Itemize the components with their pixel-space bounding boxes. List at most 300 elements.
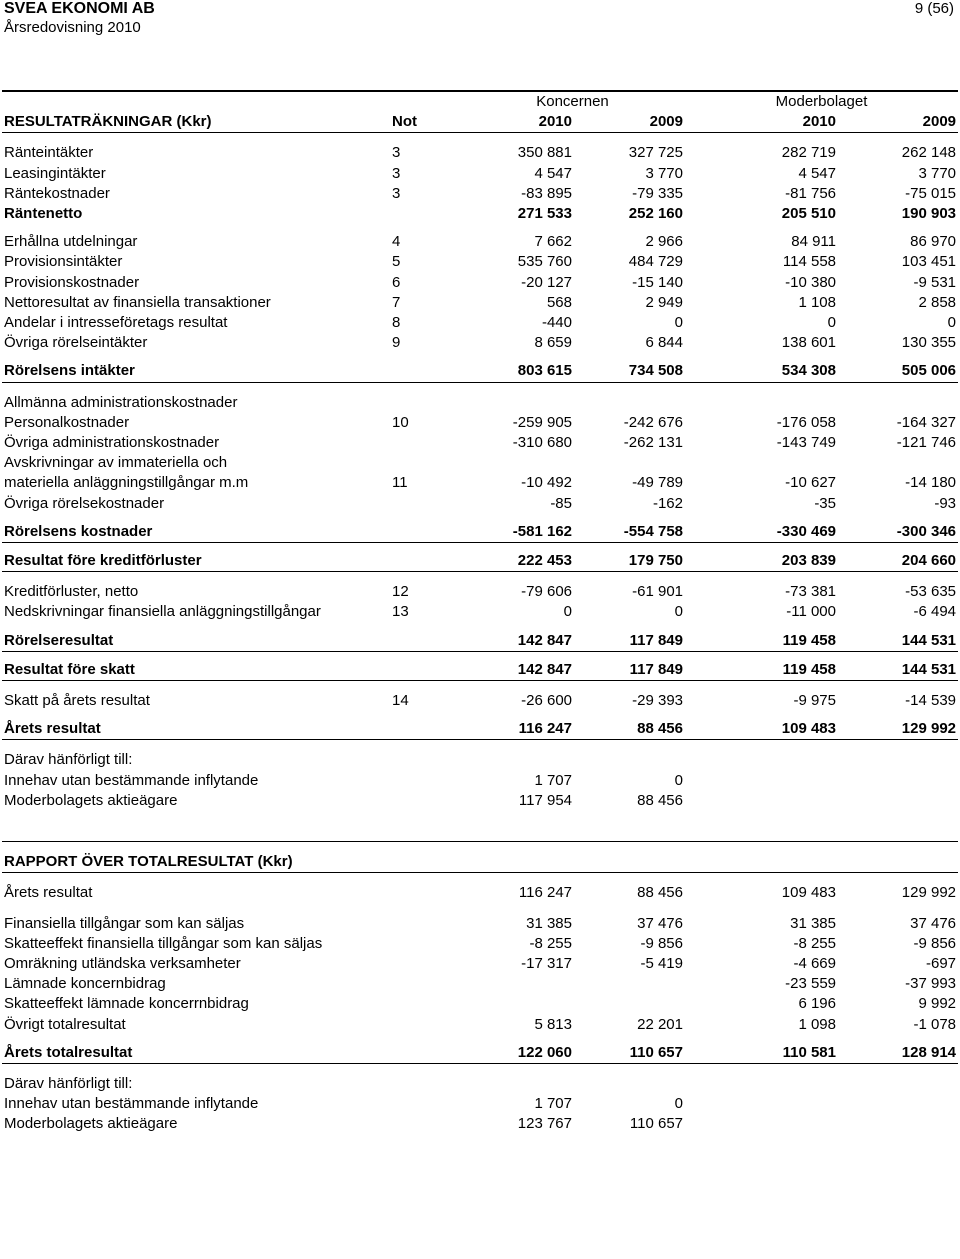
financial-statements-table	[2, 90, 958, 1135]
spacer-row	[2, 811, 958, 831]
cell-koncernen-2010	[460, 1074, 574, 1094]
cell-moderbolaget-2010: 534 308	[685, 361, 838, 382]
cell-moderbolaget-2010: -10 627	[785, 474, 836, 492]
cell-moderbolaget-2009: 130 355	[901, 334, 957, 352]
row-label: Nettoresultat av finansiella transaktioner	[4, 293, 271, 311]
spacer-row	[2, 224, 958, 232]
table-row	[2, 361, 958, 382]
table-row	[2, 1094, 958, 1114]
cell-koncernen-2010: -440	[541, 314, 572, 332]
row-label: Avskrivningar av immateriella och	[4, 454, 228, 472]
row-note: 3	[392, 184, 401, 202]
cell-koncernen-2010: 116 247	[518, 884, 572, 902]
row-note: 10	[392, 413, 409, 431]
cell-koncernen-2010: 271 533	[517, 205, 572, 223]
row-note	[390, 1094, 460, 1114]
row-note	[390, 631, 460, 652]
cell-koncernen-2010: -26 600	[521, 692, 572, 710]
row-note	[390, 974, 460, 994]
table-row	[2, 791, 958, 811]
row-note: 9	[392, 334, 401, 352]
cell-moderbolaget-2010: 31 385	[790, 914, 836, 932]
row-label: Allmänna administrationskostnader	[4, 393, 238, 411]
cell-koncernen-2009: -5 419	[640, 954, 683, 972]
cell-koncernen-2009	[574, 453, 685, 473]
cell-koncernen-2010: -83 895	[521, 184, 572, 202]
spacer-row	[2, 133, 958, 144]
cell-koncernen-2010: -310 680	[512, 434, 572, 452]
row-label: Därav hänförligt till:	[4, 1074, 133, 1092]
row-note	[390, 1074, 460, 1094]
cell-koncernen-2010: 535 760	[517, 253, 572, 271]
cell-koncernen-2010	[460, 750, 574, 770]
cell-koncernen-2010: -79 606	[521, 583, 572, 601]
cell-moderbolaget-2010: 282 719	[781, 144, 836, 162]
row-label: Övriga rörelseintäkter	[4, 334, 148, 352]
cell-koncernen-2010	[460, 393, 574, 413]
row-note: 4	[392, 233, 401, 251]
section-header-row	[2, 852, 958, 873]
row-label: Räntenetto	[4, 205, 83, 223]
spacer-row	[2, 711, 958, 719]
row-label: Årets resultat	[2, 719, 390, 740]
row-label: Övriga administrationskostnader	[4, 434, 220, 452]
row-note: 11	[392, 474, 408, 492]
row-note	[390, 361, 460, 382]
report-subtitle: Årsredovisning 2010	[4, 19, 141, 36]
cell-moderbolaget-2010: -9 975	[793, 692, 836, 710]
table-row	[2, 1074, 958, 1094]
cell-koncernen-2010: -10 492	[521, 474, 572, 492]
cell-koncernen-2010: 0	[563, 603, 572, 621]
row-note	[390, 393, 460, 413]
cell-moderbolaget-2009	[838, 791, 958, 811]
empty-cell	[390, 91, 460, 112]
cell-koncernen-2009: 0	[674, 1095, 683, 1113]
spacer-row	[2, 842, 958, 853]
table-row	[2, 771, 958, 791]
cell-moderbolaget-2009: -121 746	[896, 434, 957, 452]
cell-moderbolaget-2009	[838, 750, 958, 770]
row-note: 3	[392, 164, 401, 182]
row-label: Övrigt totalresultat	[4, 1015, 126, 1033]
cell-koncernen-2009: -554 758	[574, 522, 685, 543]
spacer-row	[2, 681, 958, 692]
cell-moderbolaget-2010: -81 756	[785, 184, 836, 202]
table-row	[2, 883, 958, 903]
cell-koncernen-2010: 117 954	[518, 791, 572, 809]
row-label: Erhållna utdelningar	[4, 233, 138, 251]
row-label: Finansiella tillgångar som kan säljas	[4, 914, 245, 932]
cell-koncernen-2010: 5 813	[534, 1015, 572, 1033]
row-label: Nedskrivningar finansiella anläggningstillgångar	[4, 603, 321, 621]
cell-moderbolaget-2009	[838, 771, 958, 791]
cell-moderbolaget-2010	[685, 771, 838, 791]
table-row	[2, 433, 958, 453]
cell-koncernen-2009: 734 508	[574, 361, 685, 382]
cell-koncernen-2010: 8 659	[534, 334, 572, 352]
cell-koncernen-2009: 3 770	[645, 164, 683, 182]
spacer-row	[2, 873, 958, 884]
cell-koncernen-2009	[574, 393, 685, 413]
cell-koncernen-2009: 484 729	[628, 253, 683, 271]
table-row	[2, 453, 958, 473]
cell-koncernen-2010: 142 847	[460, 631, 574, 652]
cell-moderbolaget-2010: 4 547	[798, 164, 836, 182]
cell-koncernen-2009	[574, 750, 685, 770]
row-label: Moderbolagets aktieägare	[4, 1115, 178, 1133]
row-label: Andelar i intresseföretags resultat	[4, 314, 228, 332]
row-note	[390, 660, 460, 681]
cell-koncernen-2009: -9 856	[640, 934, 683, 952]
cell-koncernen-2009: -15 140	[632, 273, 683, 291]
spacer-row	[2, 651, 958, 660]
page-number: 9 (56)	[914, 0, 954, 17]
table-row	[2, 252, 958, 272]
row-label: Skatteeffekt lämnade koncerrnbidrag	[4, 995, 249, 1013]
cell-moderbolaget-2009: 2 858	[918, 293, 957, 311]
cell-moderbolaget-2010: 119 458	[685, 631, 838, 652]
cell-koncernen-2009: 0	[674, 314, 683, 332]
row-note: 13	[392, 603, 409, 621]
table-row	[2, 631, 958, 652]
row-note: 12	[392, 583, 409, 601]
cell-moderbolaget-2009: -75 015	[905, 184, 957, 202]
cell-koncernen-2009: 110 657	[629, 1115, 683, 1133]
cell-koncernen-2009: 110 657	[574, 1043, 685, 1064]
cell-moderbolaget-2009: -697	[925, 954, 957, 972]
cell-koncernen-2010: 7 662	[534, 233, 572, 251]
cell-moderbolaget-2010: 109 483	[781, 884, 836, 902]
row-label: Kreditförluster, netto	[4, 583, 139, 601]
cell-moderbolaget-2010	[685, 750, 838, 770]
table-row	[2, 691, 958, 711]
cell-moderbolaget-2009: -37 993	[905, 975, 957, 993]
cell-koncernen-2009: 2 949	[645, 293, 683, 311]
cell-moderbolaget-2010: -35	[814, 494, 836, 512]
cell-koncernen-2009: 0	[674, 603, 683, 621]
row-note	[390, 1114, 460, 1134]
cell-moderbolaget-2010: 138 601	[781, 334, 836, 352]
cell-moderbolaget-2009: 128 914	[838, 1043, 958, 1064]
table-row	[2, 522, 958, 543]
cell-moderbolaget-2010	[685, 393, 838, 413]
column-header-koncernen-2009: 2009	[574, 112, 685, 133]
cell-koncernen-2010	[460, 974, 574, 994]
cell-moderbolaget-2010: 205 510	[781, 205, 836, 223]
cell-koncernen-2009: -49 789	[632, 474, 683, 492]
table-row	[2, 313, 958, 333]
cell-moderbolaget-2009: -93	[934, 494, 957, 512]
table-row	[2, 660, 958, 681]
spacer-row	[2, 904, 958, 914]
table-row	[2, 582, 958, 602]
spacer-row	[2, 353, 958, 361]
table-row	[2, 143, 958, 163]
cell-moderbolaget-2009: 103 451	[901, 253, 957, 271]
cell-moderbolaget-2010: 119 458	[685, 660, 838, 681]
row-note	[390, 914, 460, 934]
cell-koncernen-2010: 116 247	[460, 719, 574, 740]
cell-koncernen-2009: 252 160	[628, 205, 683, 223]
cell-moderbolaget-2009: -9 531	[913, 273, 957, 291]
cell-moderbolaget-2010	[685, 791, 838, 811]
column-header-row	[2, 112, 958, 133]
cell-moderbolaget-2009: 262 148	[901, 144, 957, 162]
cell-moderbolaget-2010: -4 669	[793, 954, 836, 972]
cell-moderbolaget-2009: -9 856	[913, 934, 957, 952]
cell-moderbolaget-2010: 6 196	[798, 995, 836, 1013]
cell-moderbolaget-2009	[838, 453, 958, 473]
row-note	[390, 883, 460, 903]
company-name: SVEA EKONOMI AB	[4, 0, 155, 17]
row-note	[390, 494, 460, 514]
row-note	[390, 954, 460, 974]
total-result-title: RAPPORT ÖVER TOTALRESULTAT (Kkr)	[2, 852, 958, 873]
table-row	[2, 494, 958, 514]
cell-moderbolaget-2010: -11 000	[786, 603, 836, 621]
table-row	[2, 602, 958, 622]
table-row	[2, 232, 958, 252]
row-label: Räntekostnader	[4, 184, 110, 202]
table-row	[2, 954, 958, 974]
row-label: Ränteintäkter	[4, 144, 94, 162]
row-label: Därav hänförligt till:	[4, 751, 133, 769]
cell-koncernen-2009: -61 901	[632, 583, 683, 601]
cell-koncernen-2010: 123 767	[517, 1115, 572, 1133]
cell-koncernen-2010: -17 317	[521, 954, 572, 972]
row-label: Skatteeffekt finansiella tillgångar som kan säljas	[4, 934, 323, 952]
row-note	[390, 791, 460, 811]
cell-moderbolaget-2009: 144 531	[838, 660, 958, 681]
cell-koncernen-2009: 117 849	[574, 631, 685, 652]
row-note	[390, 719, 460, 740]
cell-moderbolaget-2010	[685, 453, 838, 473]
row-label: Innehav utan bestämmande inflytande	[4, 1095, 259, 1113]
column-header-moderbolaget-2010: 2010	[685, 112, 838, 133]
cell-moderbolaget-2009: -14 180	[905, 474, 957, 492]
row-label: materiella anläggningstillgångar m.m	[4, 474, 249, 492]
statement-title: RESULTATRÄKNINGAR (Kkr)	[2, 112, 390, 133]
row-note	[390, 771, 460, 791]
cell-moderbolaget-2010: -330 469	[685, 522, 838, 543]
cell-moderbolaget-2009	[838, 1114, 958, 1134]
cell-koncernen-2009: -79 335	[632, 184, 683, 202]
cell-koncernen-2010: -20 127	[521, 273, 572, 291]
cell-koncernen-2010: -581 162	[460, 522, 574, 543]
cell-koncernen-2010: 1 707	[534, 771, 572, 789]
cell-koncernen-2010: -8 255	[529, 934, 572, 952]
row-note	[390, 433, 460, 453]
cell-koncernen-2010: -85	[550, 494, 572, 512]
row-label: Omräkning utländska verksamheter	[4, 954, 241, 972]
spacer-row	[2, 382, 958, 393]
cell-moderbolaget-2010: -10 380	[785, 273, 836, 291]
row-note	[390, 522, 460, 543]
cell-moderbolaget-2009: -14 539	[905, 692, 957, 710]
cell-koncernen-2009: 0	[674, 771, 683, 789]
column-group-header	[2, 91, 958, 112]
row-label: Övriga rörelsekostnader	[4, 494, 165, 512]
cell-moderbolaget-2010: 203 839	[685, 551, 838, 572]
cell-moderbolaget-2010: 0	[827, 314, 836, 332]
row-note	[390, 1015, 460, 1035]
cell-koncernen-2009: 88 456	[637, 884, 683, 902]
cell-moderbolaget-2010	[685, 1074, 838, 1094]
cell-koncernen-2010: 350 881	[517, 144, 572, 162]
cell-moderbolaget-2009: 0	[947, 314, 957, 332]
table-row	[2, 1114, 958, 1134]
cell-moderbolaget-2010: -176 058	[776, 413, 836, 431]
cell-koncernen-2009	[574, 1074, 685, 1094]
table-row	[2, 293, 958, 313]
cell-moderbolaget-2009	[838, 1074, 958, 1094]
row-label: Innehav utan bestämmande inflytande	[4, 771, 259, 789]
row-note	[390, 934, 460, 954]
row-note: 3	[392, 144, 401, 162]
cell-koncernen-2009: -29 393	[632, 692, 683, 710]
column-header-not: Not	[390, 112, 460, 133]
table-row	[2, 393, 958, 413]
row-note: 6	[392, 273, 401, 291]
cell-moderbolaget-2009: -53 635	[905, 583, 957, 601]
cell-koncernen-2010: 222 453	[460, 551, 574, 572]
cell-moderbolaget-2010: 84 911	[791, 233, 836, 251]
spacer-row	[2, 623, 958, 631]
row-label: Personalkostnader	[4, 413, 130, 431]
spacer-row	[2, 543, 958, 552]
cell-koncernen-2009: -162	[652, 494, 683, 512]
cell-koncernen-2010	[460, 453, 574, 473]
cell-moderbolaget-2009: 37 476	[910, 914, 957, 932]
table-row	[2, 719, 958, 740]
cell-moderbolaget-2010: -73 381	[785, 583, 836, 601]
cell-koncernen-2010: 1 707	[534, 1095, 572, 1113]
cell-koncernen-2009: 2 966	[645, 233, 683, 251]
cell-moderbolaget-2009: 129 992	[838, 719, 958, 740]
row-label: Provisionskostnader	[4, 273, 140, 291]
row-note	[390, 750, 460, 770]
row-note: 5	[392, 253, 401, 271]
cell-moderbolaget-2010	[685, 1114, 838, 1134]
cell-koncernen-2010: 4 547	[534, 164, 572, 182]
row-note: 8	[392, 314, 401, 332]
row-label: Moderbolagets aktieägare	[4, 791, 178, 809]
table-row	[2, 914, 958, 934]
cell-koncernen-2009	[574, 994, 685, 1014]
cell-moderbolaget-2009: 505 006	[838, 361, 958, 382]
table-row	[2, 204, 958, 224]
cell-moderbolaget-2009	[838, 393, 958, 413]
table-row	[2, 551, 958, 572]
row-note	[390, 453, 460, 473]
cell-koncernen-2009: 88 456	[574, 719, 685, 740]
table-row	[2, 1043, 958, 1064]
cell-koncernen-2009: -242 676	[623, 413, 683, 431]
cell-koncernen-2010: 31 385	[526, 914, 572, 932]
table-row	[2, 994, 958, 1014]
table-row	[2, 750, 958, 770]
cell-moderbolaget-2009	[838, 1094, 958, 1114]
spacer-row	[2, 740, 958, 751]
cell-koncernen-2010	[460, 994, 574, 1014]
table-row	[2, 333, 958, 353]
cell-moderbolaget-2009: -1 078	[913, 1015, 957, 1033]
row-label: Resultat före skatt	[2, 660, 390, 681]
row-note: 14	[392, 692, 409, 710]
cell-koncernen-2010: 568	[546, 293, 572, 311]
row-label: Resultat före kreditförluster	[2, 551, 390, 572]
cell-koncernen-2009: -262 131	[623, 434, 683, 452]
cell-moderbolaget-2010: -143 749	[776, 434, 836, 452]
cell-moderbolaget-2009: -300 346	[838, 522, 958, 543]
cell-moderbolaget-2010: 114 558	[782, 253, 836, 271]
cell-koncernen-2009: 327 725	[628, 144, 683, 162]
table-row	[2, 413, 958, 433]
section-divider	[2, 831, 958, 842]
cell-koncernen-2010: -259 905	[512, 413, 572, 431]
cell-moderbolaget-2010	[685, 1094, 838, 1114]
spacer-row	[2, 514, 958, 522]
cell-koncernen-2009	[574, 974, 685, 994]
cell-moderbolaget-2009: 9 992	[918, 995, 957, 1013]
row-label: Leasingintäkter	[4, 164, 106, 182]
cell-moderbolaget-2010: 1 108	[798, 293, 836, 311]
row-label: Rörelseresultat	[2, 631, 390, 652]
empty-cell	[2, 91, 390, 112]
cell-moderbolaget-2009: -164 327	[896, 413, 957, 431]
cell-moderbolaget-2010: 1 098	[798, 1015, 836, 1033]
cell-moderbolaget-2010: 110 581	[685, 1043, 838, 1064]
table-row	[2, 184, 958, 204]
row-note	[390, 1043, 460, 1064]
cell-koncernen-2010: 803 615	[460, 361, 574, 382]
cell-koncernen-2009: 117 849	[574, 660, 685, 681]
row-label: Rörelsens intäkter	[2, 361, 390, 382]
table-row	[2, 473, 958, 493]
row-label: Årets resultat	[4, 884, 93, 902]
table-row	[2, 974, 958, 994]
cell-moderbolaget-2009: 204 660	[838, 551, 958, 572]
cell-moderbolaget-2010: -23 559	[785, 975, 836, 993]
cell-koncernen-2009: 22 201	[637, 1015, 683, 1033]
spacer-row	[2, 1063, 958, 1074]
cell-moderbolaget-2010: 109 483	[685, 719, 838, 740]
spacer-row	[2, 1035, 958, 1043]
table-row	[2, 934, 958, 954]
row-label: Lämnade koncernbidrag	[4, 975, 166, 993]
cell-koncernen-2009: 179 750	[574, 551, 685, 572]
column-header-moderbolaget-2009: 2009	[838, 112, 958, 133]
cell-moderbolaget-2010: -8 255	[793, 934, 836, 952]
table-row	[2, 273, 958, 293]
row-label: Provisionsintäkter	[4, 253, 123, 271]
row-label: Skatt på årets resultat	[4, 692, 150, 710]
cell-moderbolaget-2009: 190 903	[901, 205, 957, 223]
table-row	[2, 1015, 958, 1035]
cell-moderbolaget-2009: 144 531	[838, 631, 958, 652]
group-label-moderbolaget: Moderbolaget	[685, 91, 958, 112]
spacer-row	[2, 572, 958, 583]
cell-koncernen-2009: 6 844	[645, 334, 683, 352]
cell-moderbolaget-2009: -6 494	[913, 603, 957, 621]
row-note: 7	[392, 293, 401, 311]
cell-moderbolaget-2009: 3 770	[918, 164, 957, 182]
cell-moderbolaget-2009: 86 970	[910, 233, 957, 251]
cell-moderbolaget-2009: 129 992	[901, 884, 957, 902]
cell-koncernen-2010: 122 060	[460, 1043, 574, 1064]
cell-koncernen-2009: 88 456	[637, 791, 683, 809]
